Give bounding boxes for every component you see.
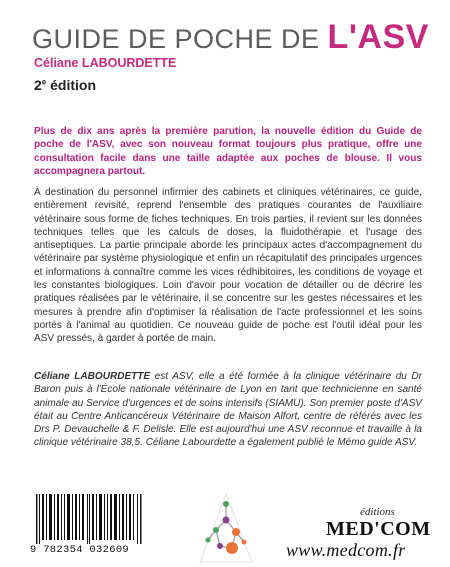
bio-text: est ASV, elle a été formée à la clinique vétérinaire du Dr Baron puis à l'École nationale vétérinaire de Lyon en tant que technicienne en santé animale au Service d'urgences et de soins intensifs (SIAMU). Son premier poste d'ASV était au Centre Anticancéreux Vétérinaire de Maison Alfort, centre de référés avec les Drs P. Devauchelle & F. Delisle. Elle est aujourd'hui une ASV reconnue et travaille à la clinique vétérinaire 38,5. Céliane Labourdette a également publié le Mémo guide ASV.	[34, 371, 422, 449]
edition-word: édition	[46, 77, 97, 93]
publisher-name: MED'COM	[326, 518, 431, 540]
molecule-logo-icon	[196, 490, 256, 565]
description-paragraph: À destination du personnel infirmier des cabinets et cliniques vétérinaires, ce guide, entièrement revisité, reprend l'ensemble des pratiques courantes de l'auxiliaire vétérinaire sous forme de fiches techniques. En trois parties, il revient sur les données techniques telles que les calculs de doses, la fluidothérapie et l'usage des antiseptiques. La partie principale aborde les principaux actes d'accompagnement du vétérinaire par système physiologique et enfin un récapitulatif des principales urgences et informations à connaître comme les vices rédhibitoires, les conditions de voyage et les constantes biologiques. Loin d'avoir pour vocation de détailler ou de décrire les pratiques réalisées par le vétérinaire, il se concentre sur les gestes nécessaires et les mesures à prendre afin d'optimiser la réalisation de l'acte professionnel et les soins portés à l'animal au quotidien. Ce nouveau guide de poche est l'outil idéal pour les ASV pressés, à garder à portée de main.	[34, 187, 422, 345]
edition-suffix: e	[41, 77, 47, 87]
edition-label	[34, 77, 96, 93]
publisher-label: éditions	[360, 506, 395, 518]
barcode-bars	[36, 494, 142, 544]
intro-paragraph: Plus de dix ans après la première parution, la nouvelle édition du Guide de poche de l'ASV, avec son nouveau format toujours plus pratique, offre une consultation facile dans une taille adaptée aux poches de blouse. Il vous accompagnera partout.	[34, 126, 422, 177]
author-bio	[34, 370, 422, 450]
publisher-url: www.medcom.fr	[286, 540, 406, 560]
barcode	[30, 492, 140, 560]
author-name: Céliane LABOURDETTE	[34, 56, 177, 70]
bio-author-name: Céliane LABOURDETTE	[34, 371, 151, 382]
book-title-brand: L'ASV	[327, 18, 429, 56]
isbn-number: 9 782354 032609	[30, 544, 130, 556]
book-title-prefix: GUIDE DE POCHE DE	[32, 24, 328, 54]
edition-number: 2	[34, 77, 42, 93]
book-title	[32, 18, 429, 57]
